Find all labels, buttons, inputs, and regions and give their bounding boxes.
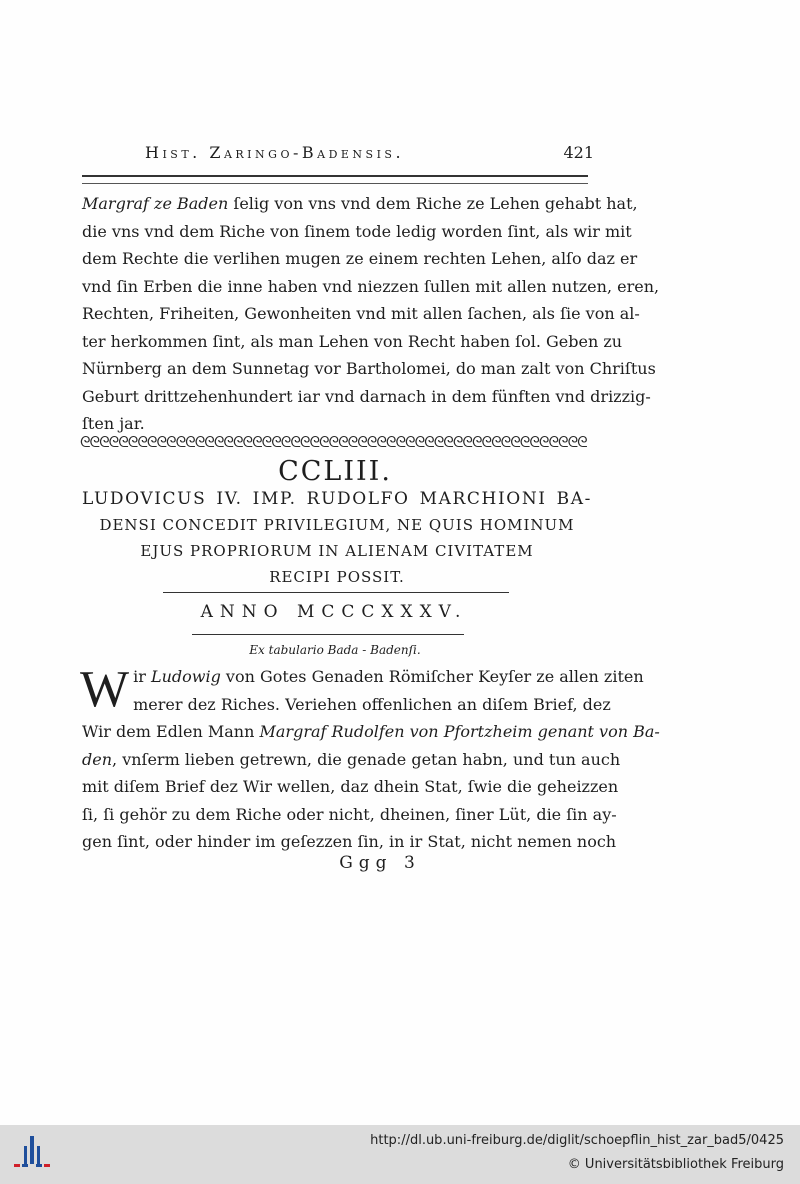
heading-line: LUDOVICUS IV. IMP. RUDOLFO MARCHIONI BA- (82, 489, 592, 509)
document-number: CCLIII. (278, 456, 392, 487)
heading-line: DENSI CONCEDIT PRIVILEGIUM, NE QUIS HOMINUM (99, 516, 575, 534)
text-line: merer dez Riches. Veriehen offenlichen an diſem Brief, dez (133, 694, 611, 714)
text-line: Nürnberg an dem Sunnetag vor Bartholomei, do man zalt von Chriſtus (82, 359, 656, 378)
rule-below-anno (192, 634, 464, 635)
text-line: dem Rechte die verlihen mugen ze einem rechten Lehen, alſo daz er (82, 249, 638, 268)
text-line: Margraf ze Baden ſelig von vns vnd dem Riche ze Lehen gehabt hat, (82, 194, 638, 213)
drop-cap: W (80, 661, 130, 718)
permalink-url[interactable]: http://dl.ub.uni-freiburg.de/diglit/schoepflin_hist_zar_bad5/0425 (370, 1133, 784, 1148)
text-line: Wir dem Edlen Mann Margraf Rudolfen von Pfortzheim genant von Ba- (82, 722, 660, 741)
text-line: Geburt drittzehenhundert iar vnd darnach in dem fünften vnd drizzig- (82, 386, 651, 406)
anno-line: ANNO MCCCXXXV. (200, 602, 468, 622)
running-head (145, 143, 600, 167)
heading-line: RECIPI POSSIT. (269, 568, 405, 586)
signature-mark: Ggg 3 (339, 853, 421, 873)
text-line: mit diſem Brief dez Wir wellen, daz dhein Stat, ſwie die geheizzen (82, 777, 619, 796)
heading-line: EJUS PROPRIORUM IN ALIENAM CIVITATEM (140, 542, 534, 560)
text-line: die vns vnd dem Riche von ſinem tode ledig worden ſint, als wir mit (82, 221, 632, 241)
charter-text (80, 661, 660, 856)
text-line: ſi, ſi gehör zu dem Riche oder nicht, dheinen, ſiner Lüt, die ſin ay- (82, 804, 617, 824)
source-note: Ex tabulario Bada - Badenſi. (249, 643, 421, 657)
document-heading (82, 486, 592, 590)
text-line: ter herkommen ſint, als man Lehen von Recht haben ſol. Geben zu (82, 331, 623, 351)
page-number: 421 (563, 143, 594, 162)
header-rule (82, 175, 588, 184)
text-line: Rechten, Friheiten, Gewonheiten vnd mit allen ſachen, als ſie von al- (82, 304, 640, 323)
ub-freiburg-logo-icon[interactable] (12, 1136, 52, 1172)
running-title: Hist. Zaringo-Badensis. (145, 143, 405, 162)
text-line: vnd ſin Erben die inne haben vnd niezzen ſullen mit allen nutzen, eren, (82, 276, 660, 296)
copyright-notice: © Universitätsbibliothek Freiburg (567, 1157, 784, 1172)
text-line: ir Ludowig von Gotes Genaden Römiſcher Keyſer ze allen ziten (133, 667, 644, 686)
text-line: den, vnſerm lieben getrewn, die genade getan habn, und tun auch (82, 749, 621, 769)
ornament-rule: ᘓᘓᘓᘓᘓᘓᘓᘓᘓᘓᘓᘓᘓᘓᘓᘓᘓᘓᘓᘓᘓᘓᘓᘓᘓᘓᘓᘓᘓᘓᘓᘓᘓᘓᘓᘓᘓᘓᘓᘓᘓᘓᘓᘓᘓᘓᘓᘓᘓᘓᘓᘓᘓ (80, 433, 587, 451)
rule-above-anno (163, 592, 509, 593)
footer-bar (0, 1125, 800, 1184)
text-line: ſten jar. (82, 414, 145, 433)
paragraph-continuation (82, 190, 660, 438)
text-line: gen ſint, oder hinder im geſezzen ſin, in ir Stat, nicht nemen noch (82, 832, 617, 851)
